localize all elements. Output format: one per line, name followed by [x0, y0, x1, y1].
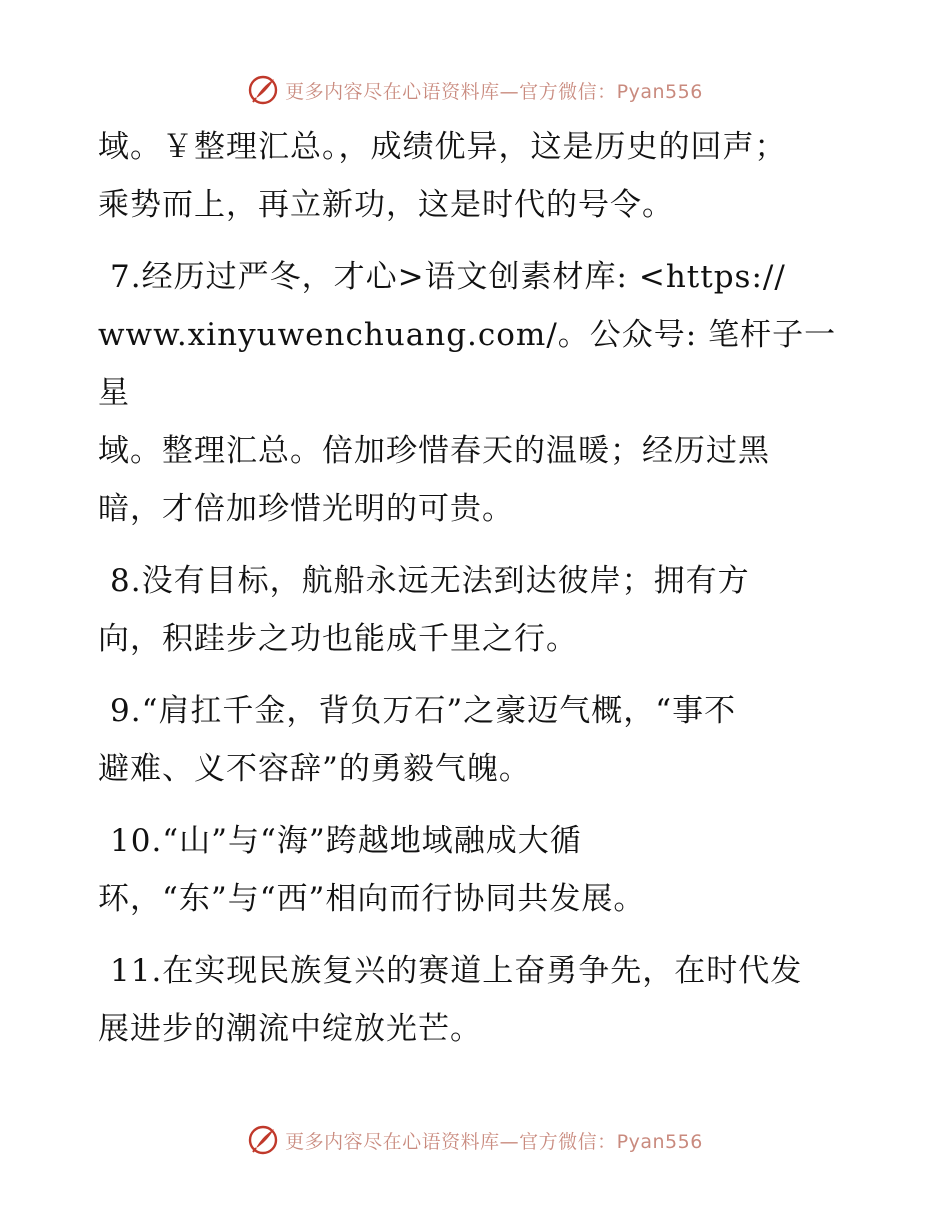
- text-line: www.xinyuwenchuang.com/。公众号: 笔杆子一星: [98, 317, 837, 411]
- paragraph-11: [98, 942, 858, 1058]
- watermark-text: 更多内容尽在心语资料库—官方微信：Pyan556: [285, 80, 703, 103]
- paragraph-10: [98, 812, 858, 928]
- document-body: [98, 118, 858, 1072]
- footer-watermark: [0, 1122, 950, 1158]
- text-line: 乘势而上，再立新功，这是时代的号令。: [98, 187, 674, 223]
- text-line: 环，“东”与“西”相向而行协同共发展。: [98, 881, 646, 917]
- watermark-text: 更多内容尽在心语资料库—官方微信：Pyan556: [285, 1130, 703, 1153]
- text-line: 10.“山”与“海”跨越地域融成大循: [110, 823, 582, 859]
- header-watermark: [0, 72, 950, 108]
- text-line: 域。整理汇总。倍加珍惜春天的温暖；经历过黑: [98, 433, 770, 469]
- text-line: 8.没有目标，航船永远无法到达彼岸；拥有方: [110, 563, 750, 599]
- paragraph-6-continued: [98, 118, 858, 234]
- paragraph-7: [98, 248, 858, 538]
- paragraph-8: [98, 552, 858, 668]
- text-line: 11.在实现民族复兴的赛道上奋勇争先，在时代发: [110, 953, 803, 989]
- text-line: 避难、义不容辞”的勇毅气魄。: [98, 751, 531, 787]
- quill-logo-icon: [247, 1124, 279, 1156]
- paragraph-9: [98, 682, 858, 798]
- text-line: 9.“肩扛千金，背负万石”之豪迈气概，“事不: [110, 693, 737, 729]
- text-line: 向，积跬步之功也能成千里之行。: [98, 621, 578, 657]
- text-line: 域。￥整理汇总。，成绩优异，这是历史的回声；: [98, 129, 787, 165]
- text-line: 展进步的潮流中绽放光芒。: [98, 1011, 482, 1047]
- quill-logo-icon: [247, 74, 279, 106]
- text-line: 暗，才倍加珍惜光明的可贵。: [98, 491, 514, 527]
- text-line: 7.经历过严冬，才心>语文创素材库: <https://: [110, 259, 786, 295]
